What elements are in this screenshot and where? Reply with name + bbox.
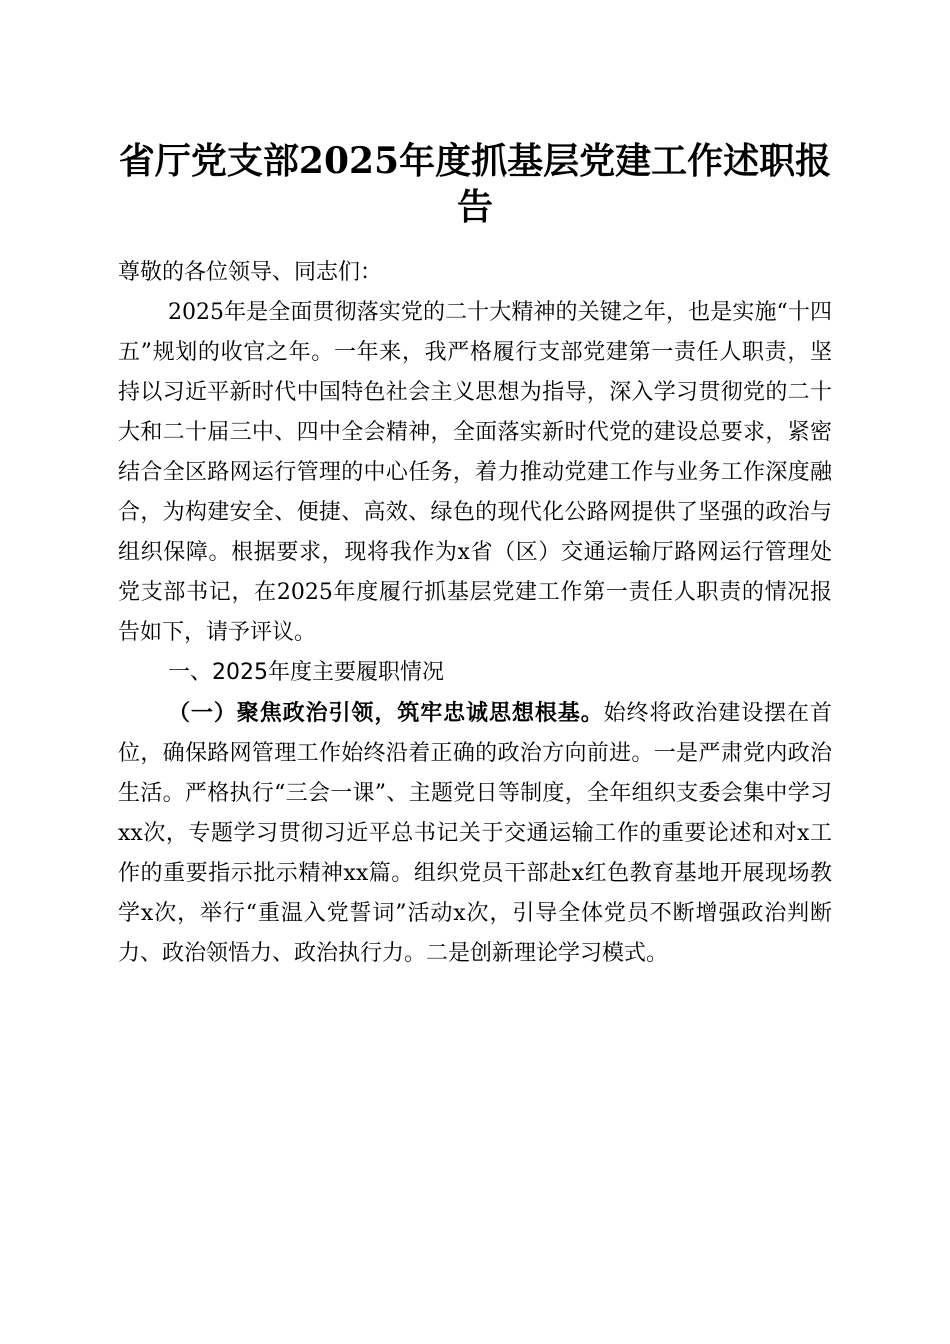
section-paragraph [118, 693, 832, 974]
paragraph-body: 始终将政治建设摆在首位，确保路网管理工作始终沿着正确的政治方向前进。一是严肃党内政治生活。严格执行“三会一课”、主题党日等制度，全年组织支委会集中学习xx次，专题学习贯彻习近平总书记关于交通运输工作的重要论述和对x工作的重要指示批示精神xx篇。组织党员干部赴x红色教育基地开展现场教学x次，举行“重温入党誓词”活动x次，引导全体党员不断增强政治判断力、政治领悟力、政治执行力。二是创新理论学习模式。 [118, 701, 832, 966]
document-body [118, 253, 832, 974]
paragraph-lead: （一）聚焦政治引领，筑牢忠诚思想根基。 [168, 700, 604, 726]
section-heading: 一、2025年度主要履职情况 [168, 660, 444, 685]
intro-paragraph: 2025年是全面贯彻落实党的二十大精神的关键之年，也是实施“十四五”规划的收官之年。一年来，我严格履行支部党建第一责任人职责，坚持以习近平新时代中国特色社会主义思想为指导，深入学习贯彻党的二十大和二十届三中、四中全会精神，全面落实新时代党的建设总要求，紧密结合全区路网运行管理的中心任务，着力推动党建工作与业务工作深度融合，为构建安全、便捷、高效、绿色的现代化公路网提供了坚强的政治与组织保障。根据要求，现将我作为x省（区）交通运输厅路网运行管理处党支部书记，在2025年度履行抓基层党建工作第一责任人职责的情况报告如下，请予评议。 [118, 300, 832, 645]
document-title: 省厅党支部2025年度抓基层党建工作述职报告 [118, 140, 832, 228]
salutation: 尊敬的各位领导、同志们： [118, 260, 383, 285]
